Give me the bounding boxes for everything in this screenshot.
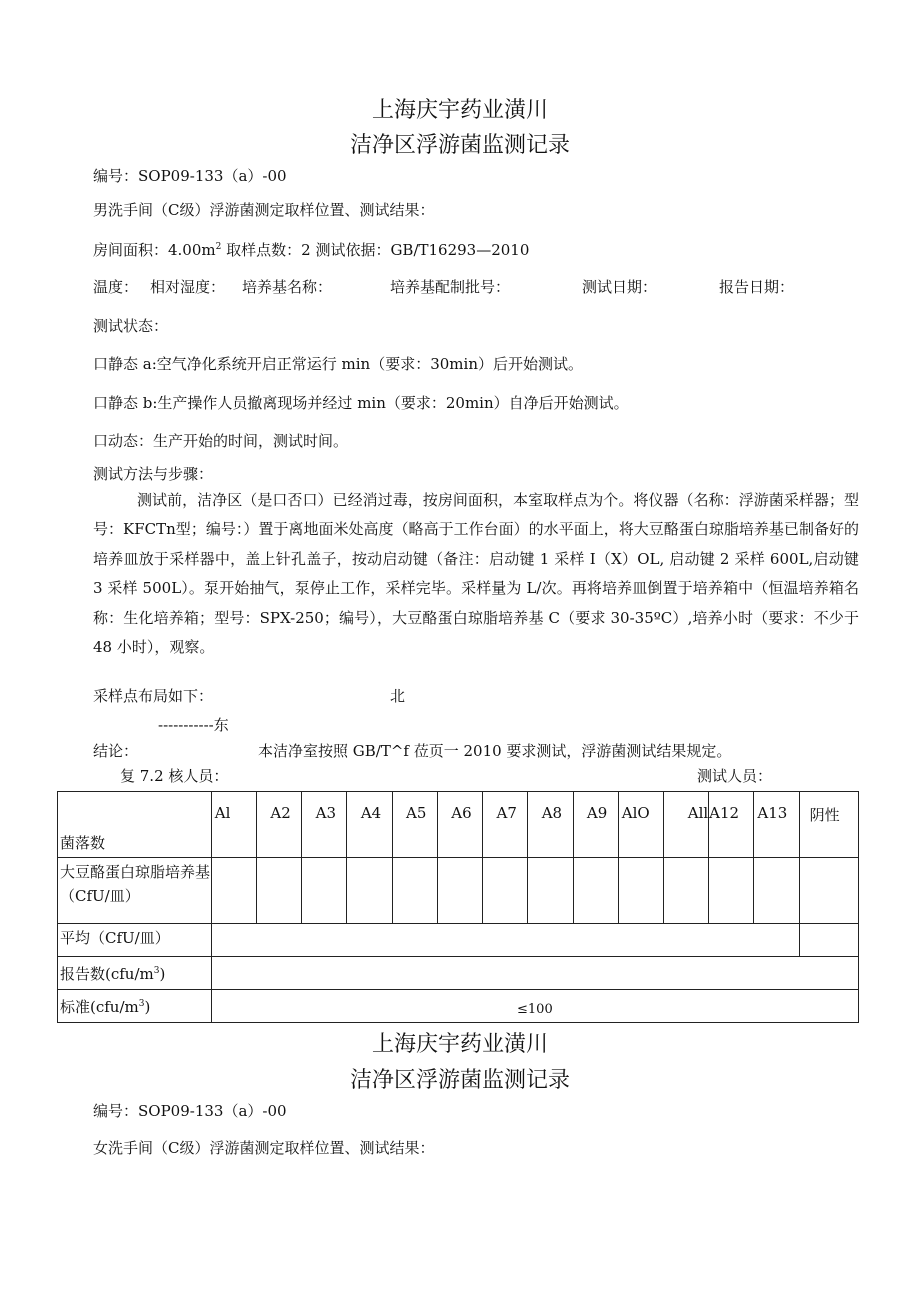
col-a13: A13: [754, 792, 799, 858]
method-paragraph: 测试前，洁净区（是口否口）已经消过毒，按房间面积，本室取样点为个。将仪器（名称：浮游菌采样器；型号：KFCTn型；编号：）置于离地面米处高度（略高于工作台面）的水平面上，将大豆酪蛋白琼脂培养基已制备好的培养皿放于采样器中，盖上针孔盖子，按动启动键（备注：启动键 1 采样 I（X）OL, 启动键 2 采样 600L,启动键 3 采样 500L）。泵开始抽气，泵停止工作，采样完毕。采样量为 L/次。再将培养皿倒置于培养箱中（恒温培养箱名称：生化培养箱；型号：SPX-250；编号），大豆酪蛋白琼脂培养基 C（要求 30-35ºC）,培养小时（要求：不少于 48 小时），观察。: [93, 491, 859, 657]
area-sup: 2: [215, 242, 222, 252]
col-negative: 阴性: [799, 792, 858, 858]
area-label: 房间面积：4.00m: [93, 241, 216, 259]
test-date-label: 测试日期：: [582, 278, 658, 296]
page2-room-line: 女洗手间（C级）浮游菌测定取样位置、测试结果：: [93, 1139, 435, 1157]
cell[interactable]: [709, 858, 754, 924]
report-date-label: 报告日期：: [719, 278, 795, 296]
medium-batch-label: 培养基配制批号：: [390, 278, 511, 296]
static-a-line: 口静态 a:空气净化系统开启正常运行 min（要求：30min）后开始测试。: [93, 355, 583, 373]
col-a9: A9: [573, 792, 618, 858]
east-label: -----------东: [158, 716, 229, 734]
page2-subtitle: 洁净区浮游菌监测记录: [349, 1068, 570, 1093]
temp-label: 温度：: [93, 278, 139, 296]
layout-label: 采样点布局如下：: [93, 687, 214, 705]
col-a3: A3: [302, 792, 347, 858]
medium-name-label: 培养基名称：: [242, 278, 333, 296]
table-row: [58, 990, 859, 1023]
north-label: 北: [390, 687, 406, 705]
area-line: [93, 239, 529, 260]
cell[interactable]: [347, 858, 392, 924]
cell[interactable]: [302, 858, 347, 924]
method-label: 测试方法与步骤：: [93, 465, 214, 483]
col-a8: A8: [528, 792, 573, 858]
cell[interactable]: [573, 858, 618, 924]
cell[interactable]: [754, 858, 799, 924]
page2-doc-number: 编号：SOP09-133（a）-00: [93, 1102, 287, 1120]
test-state-label: 测试状态：: [93, 317, 169, 335]
doc-number: 编号：SOP09-133（a）-00: [93, 167, 287, 185]
reviewer-label: 复 7.2 核人员：: [120, 767, 229, 785]
conclusion-text: 本洁净室按照 GB/T^f 莅页一 2010 要求测试，浮游菌测试结果规定。: [258, 742, 732, 760]
humidity-label: 相对湿度：: [150, 278, 226, 296]
colony-count-header: 菌落数: [58, 792, 212, 858]
col-a10: AlO: [618, 792, 663, 858]
cell[interactable]: [483, 858, 528, 924]
standard-label-end: ): [144, 998, 151, 1016]
cell[interactable]: [211, 858, 256, 924]
page2-title: 上海庆宇药业潢川: [371, 1032, 548, 1057]
col-a4: A4: [347, 792, 392, 858]
page-subtitle: 洁净区浮游菌监测记录: [349, 133, 570, 158]
table-row: [58, 924, 859, 957]
conclusion-label: 结论：: [93, 742, 139, 760]
report-label-end: ): [159, 965, 166, 983]
col-a11: All: [663, 792, 708, 858]
average-value-cell[interactable]: [211, 924, 799, 957]
standard-label-sup: 3: [138, 999, 145, 1009]
average-negative-cell[interactable]: [799, 924, 858, 957]
room-line: 男洗手间（C级）浮游菌测定取样位置、测试结果：: [93, 201, 435, 219]
table-header-row: [58, 792, 859, 858]
standard-row-label: [58, 990, 212, 1023]
col-a1: Al: [211, 792, 256, 858]
cell[interactable]: [437, 858, 482, 924]
page-title: 上海庆宇药业潢川: [371, 98, 548, 123]
cell[interactable]: [799, 858, 858, 924]
col-a6: A6: [437, 792, 482, 858]
cell[interactable]: [256, 858, 301, 924]
area-rest: 取样点数：2 测试依据：GB/T16293—2010: [221, 241, 530, 259]
col-a5: A5: [392, 792, 437, 858]
cell[interactable]: [392, 858, 437, 924]
col-a7: A7: [483, 792, 528, 858]
report-value-cell[interactable]: [211, 957, 858, 990]
cell[interactable]: [618, 858, 663, 924]
static-b-line: 口静态 b:生产操作人员撤离现场并经过 min（要求：20min）自净后开始测试。: [93, 394, 629, 412]
report-label-text: 报告数(cfu/m: [60, 965, 154, 983]
standard-value: ≤100: [211, 990, 858, 1023]
results-table: [57, 791, 859, 1023]
cell[interactable]: [528, 858, 573, 924]
col-a2: A2: [256, 792, 301, 858]
medium-row-label: 大豆酪蛋白琼脂培养基（CfU/皿）: [58, 858, 212, 924]
dynamic-line: 口动态：生产开始的时间，测试时间。: [93, 432, 349, 450]
standard-label-text: 标准(cfu/m: [60, 998, 139, 1016]
cell[interactable]: [663, 858, 708, 924]
report-label-sup: 3: [153, 966, 160, 976]
average-row-label: 平均（CfU/皿）: [58, 924, 212, 957]
tester-label: 测试人员：: [697, 767, 773, 785]
table-row: [58, 957, 859, 990]
table-row: [58, 858, 859, 924]
col-a12: A12: [709, 792, 754, 858]
report-row-label: [58, 957, 212, 990]
